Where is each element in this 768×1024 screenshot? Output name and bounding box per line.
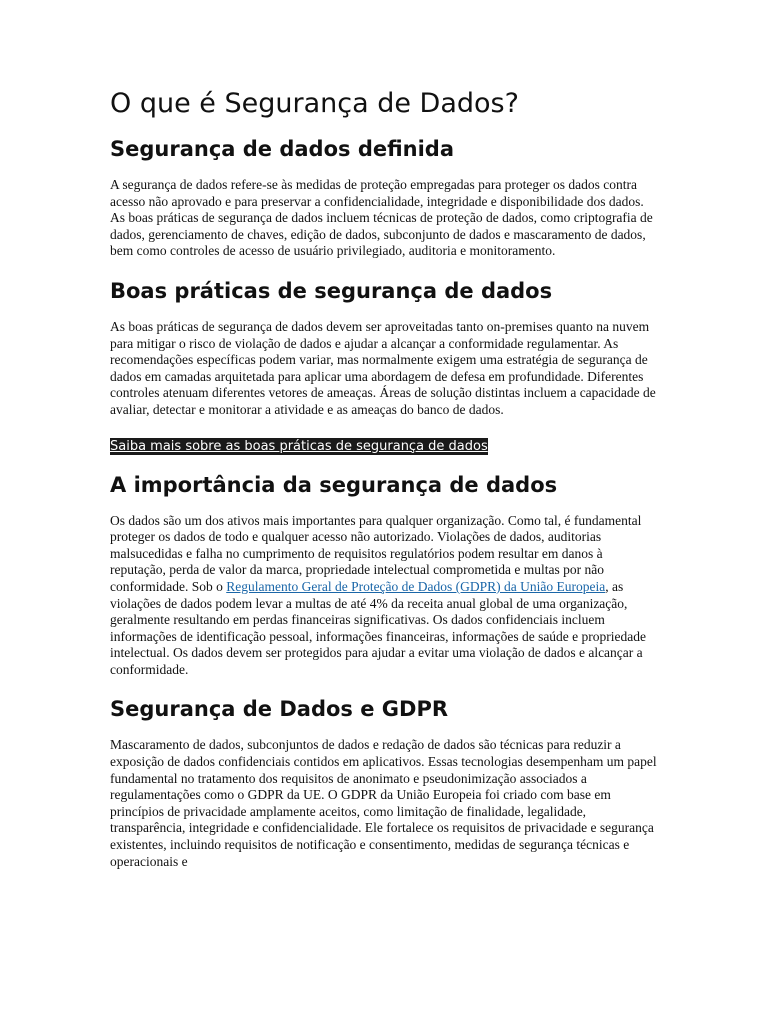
best-practices-link[interactable]: Saiba mais sobre as boas práticas de segurança de dados bbox=[110, 438, 488, 454]
section-heading-definition: Segurança de dados definida bbox=[110, 137, 455, 161]
section-body-best-practices: As boas práticas de segurança de dados devem ser aproveitadas tanto on-premises quanto na nuvem para mitigar o risco de violação de dados e ajudar a alcançar a conformidade regulamentar. As recomendações específicas podem variar, mas normalmente exigem uma estratégia de segurança de dados em camadas arquitetada para aplicar uma abordagem de defesa em profundidade. Diferentes controles atenuam diferentes vetores de ameaças. Áreas de solução distintas incluem a capacidade de avaliar, detectar e monitorar a atividade e as ameaças do banco de dados. bbox=[110, 318, 656, 417]
section-body-importance bbox=[110, 513, 660, 679]
section-heading-best-practices: Boas práticas de segurança de dados bbox=[110, 278, 553, 303]
page-title: O que é Segurança de Dados? bbox=[110, 88, 519, 119]
section-body-definition: A segurança de dados refere-se às medidas de proteção empregadas para proteger os dados contra acesso não aprovado e para preservar a confidencialidade, integridade e disponibilidade dos dados. As boas práticas de segurança de dados incluem técnicas de proteção de dados, como criptografia de dados, gerenciamento de chaves, edição de dados, subconjunto de dados e mascaramento de dados, bem como controles de acesso de usuário privilegiado, auditoria e monitoramento. bbox=[110, 177, 653, 259]
section-heading-importance: A importância da segurança de dados bbox=[110, 472, 558, 497]
best-practices-link-container bbox=[110, 436, 660, 456]
section-heading-gdpr: Segurança de Dados e GDPR bbox=[110, 697, 448, 722]
gdpr-regulation-link[interactable]: Regulamento Geral de Proteção de Dados (GDPR) da União Europeia bbox=[226, 578, 606, 594]
section-body-gdpr: Mascaramento de dados, subconjuntos de dados e redação de dados são técnicas para reduzir a exposição de dados confidenciais contidos em aplicativos. Essas tecnologias desempenham um papel fundamental no tratamento dos requisitos de anonimato e pseudonimização associados a regulamentações como o GDPR da UE. O GDPR da União Europeia foi criado com base em princípios de privacidade amplamente aceitos, como limitação de finalidade, legalidade, transparência, integridade e confidencialidade. Ele fortalece os requisitos de privacidade e segurança existentes, incluindo requisitos de notificação e consentimento, medidas de segurança técnicas e operacionais e bbox=[110, 737, 657, 869]
importance-text-after-link: , as violações de dados podem levar a multas de até 4% da receita anual global de uma organização, geralmente resultando em perdas financeiras significativas. Os dados confidenciais incluem informações de identificação pessoal, informações financeiras, informações de saúde e propriedade intelectual. Os dados devem ser protegidos para ajudar a evitar uma violação de dados e alcançar a conformidade. bbox=[110, 578, 647, 677]
importance-text-before-link: Os dados são um dos ativos mais importantes para qualquer organização. Como tal, é fundamental proteger os dados de todo e qualquer acesso não autorizado. Violações de dados, auditorias malsucedidas e falha no cumprimento de requisitos regulatórios podem resultar em danos à reputação, perda de valor da marca, propriedade intelectual comprometida e multas por não conformidade. Sob o bbox=[110, 512, 642, 594]
